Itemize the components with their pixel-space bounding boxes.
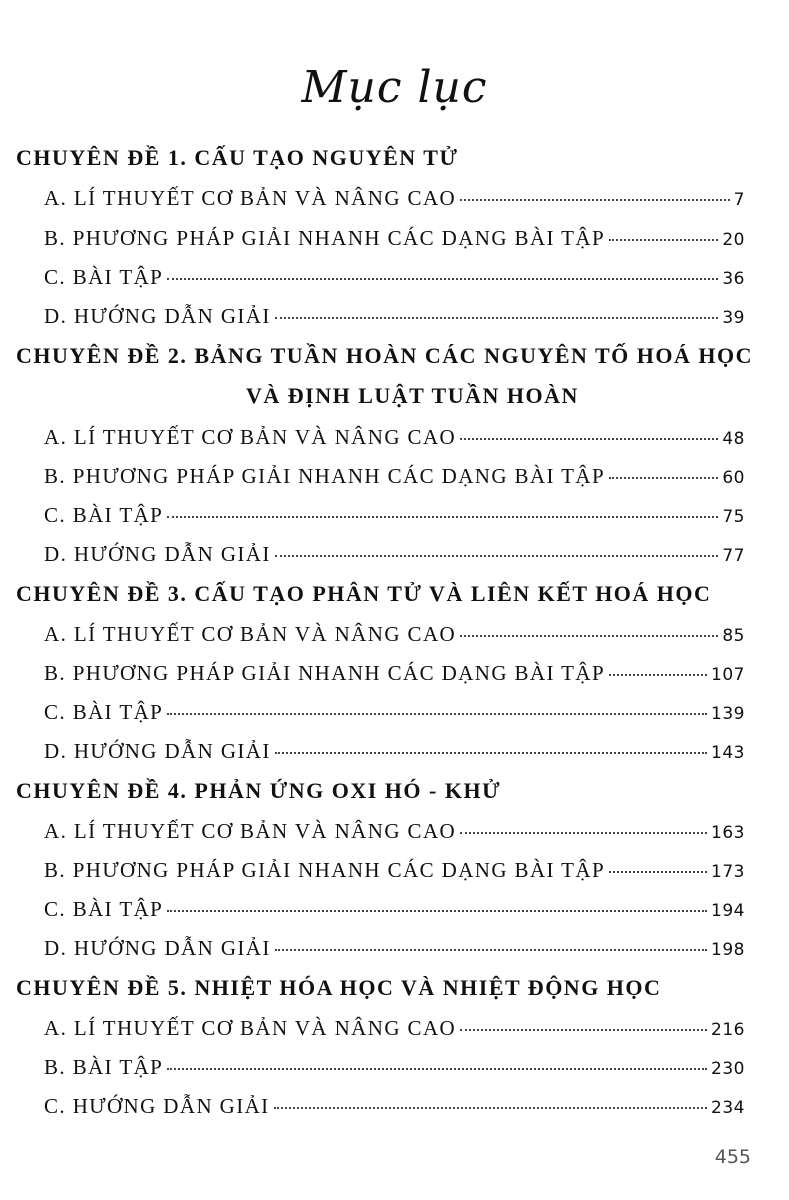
toc-entry[interactable] [44, 186, 745, 211]
leader-dots [275, 751, 707, 754]
toc-entry[interactable] [44, 819, 745, 844]
leader-dots [167, 515, 718, 518]
leader-dots [609, 673, 707, 676]
toc-entry-label: B. PHƯƠNG PHÁP GIẢI NHANH CÁC DẠNG BÀI TẬP [44, 464, 606, 488]
leader-dots [609, 238, 718, 241]
toc-entry-label: A. LÍ THUYẾT CƠ BẢN VÀ NÂNG CAO [44, 425, 457, 449]
leader-dots [275, 554, 719, 557]
toc-entry-label: D. HƯỚNG DẪN GIẢI [44, 304, 271, 328]
toc-entry[interactable] [44, 739, 745, 764]
toc-entry-page: 75 [722, 507, 745, 527]
toc-entry[interactable] [44, 858, 745, 883]
toc-entry[interactable] [44, 661, 745, 686]
toc-entry[interactable] [44, 936, 745, 961]
toc-entry-label: B. PHƯƠNG PHÁP GIẢI NHANH CÁC DẠNG BÀI TẬP [44, 661, 606, 685]
toc-entry-page: 7 [733, 190, 745, 210]
toc-entry-page: 77 [722, 546, 745, 566]
leader-dots [167, 1067, 707, 1070]
toc-entry-page: 60 [722, 468, 745, 488]
toc-entry[interactable] [44, 425, 745, 450]
toc-entry-page: 36 [722, 269, 745, 289]
toc-entry[interactable] [44, 1016, 745, 1041]
toc-entry-label: A. LÍ THUYẾT CƠ BẢN VÀ NÂNG CAO [44, 819, 457, 843]
toc-entry[interactable] [44, 542, 745, 567]
leader-dots [609, 476, 718, 479]
toc-entry-page: 194 [711, 901, 745, 921]
leader-dots [275, 948, 707, 951]
leader-dots [275, 316, 719, 319]
toc-entry[interactable] [44, 226, 745, 251]
toc-entry-label: C. BÀI TẬP [44, 503, 164, 527]
chapter-5-heading: CHUYÊN ĐỀ 5. NHIỆT HÓA HỌC VÀ NHIỆT ĐỘNG HỌC [16, 975, 662, 1000]
toc-entry[interactable] [44, 622, 745, 647]
leader-dots [167, 277, 718, 280]
toc-entry-label: A. LÍ THUYẾT CƠ BẢN VÀ NÂNG CAO [44, 622, 457, 646]
leader-dots [167, 712, 707, 715]
page-number: 455 [714, 1146, 751, 1168]
chapter-2-heading-line2: VÀ ĐỊNH LUẬT TUẦN HOÀN [246, 383, 579, 408]
toc-entry-label: D. HƯỚNG DẪN GIẢI [44, 936, 271, 960]
leader-dots [460, 437, 718, 440]
toc-entry-label: D. HƯỚNG DẪN GIẢI [44, 739, 271, 763]
leader-dots [460, 634, 718, 637]
toc-entry-label: C. HƯỚNG DẪN GIẢI [44, 1094, 270, 1118]
chapter-1-heading: CHUYÊN ĐỀ 1. CẤU TẠO NGUYÊN TỬ [16, 145, 459, 170]
toc-entry-label: B. PHƯƠNG PHÁP GIẢI NHANH CÁC DẠNG BÀI TẬP [44, 226, 606, 250]
toc-entry-page: 216 [711, 1020, 745, 1040]
toc-entry-page: 230 [711, 1059, 745, 1079]
toc-entry-page: 173 [711, 862, 745, 882]
toc-entry-label: B. PHƯƠNG PHÁP GIẢI NHANH CÁC DẠNG BÀI TẬP [44, 858, 606, 882]
toc-entry-page: 48 [722, 429, 745, 449]
leader-dots [460, 198, 730, 201]
toc-entry[interactable] [44, 304, 745, 329]
leader-dots [460, 831, 707, 834]
toc-entry-page: 143 [711, 743, 745, 763]
toc-entry-page: 39 [722, 308, 745, 328]
toc-entry-page: 234 [711, 1098, 745, 1118]
leader-dots [609, 870, 707, 873]
toc-entry-label: D. HƯỚNG DẪN GIẢI [44, 542, 271, 566]
toc-entry-page: 163 [711, 823, 745, 843]
toc-entry-label: B. BÀI TẬP [44, 1055, 164, 1079]
chapter-4-heading: CHUYÊN ĐỀ 4. PHẢN ỨNG OXI HÓ - KHỬ [16, 778, 502, 803]
toc-entry-page: 20 [722, 230, 745, 250]
page-title: Mục lục [301, 62, 488, 113]
leader-dots [460, 1028, 707, 1031]
toc-entry[interactable] [44, 503, 745, 528]
leader-dots [274, 1106, 707, 1109]
toc-entry-page: 198 [711, 940, 745, 960]
chapter-3-heading: CHUYÊN ĐỀ 3. CẤU TẠO PHÂN TỬ VÀ LIÊN KẾT HOÁ HỌC [16, 581, 712, 606]
toc-entry-label: C. BÀI TẬP [44, 700, 164, 724]
toc-entry-label: A. LÍ THUYẾT CƠ BẢN VÀ NÂNG CAO [44, 1016, 457, 1040]
toc-entry-page: 85 [722, 626, 745, 646]
toc-entry[interactable] [44, 265, 745, 290]
toc-entry[interactable] [44, 897, 745, 922]
leader-dots [167, 909, 707, 912]
toc-entry-label: A. LÍ THUYẾT CƠ BẢN VÀ NÂNG CAO [44, 186, 457, 210]
chapter-2-heading: CHUYÊN ĐỀ 2. BẢNG TUẦN HOÀN CÁC NGUYÊN TỐ HOÁ HỌC [16, 343, 754, 368]
toc-entry[interactable] [44, 700, 745, 725]
toc-entry-page: 107 [711, 665, 745, 685]
toc-entry[interactable] [44, 1055, 745, 1080]
toc-entry[interactable] [44, 464, 745, 489]
toc-entry[interactable] [44, 1094, 745, 1119]
toc-entry-page: 139 [711, 704, 745, 724]
toc-entry-label: C. BÀI TẬP [44, 897, 164, 921]
toc-entry-label: C. BÀI TẬP [44, 265, 164, 289]
